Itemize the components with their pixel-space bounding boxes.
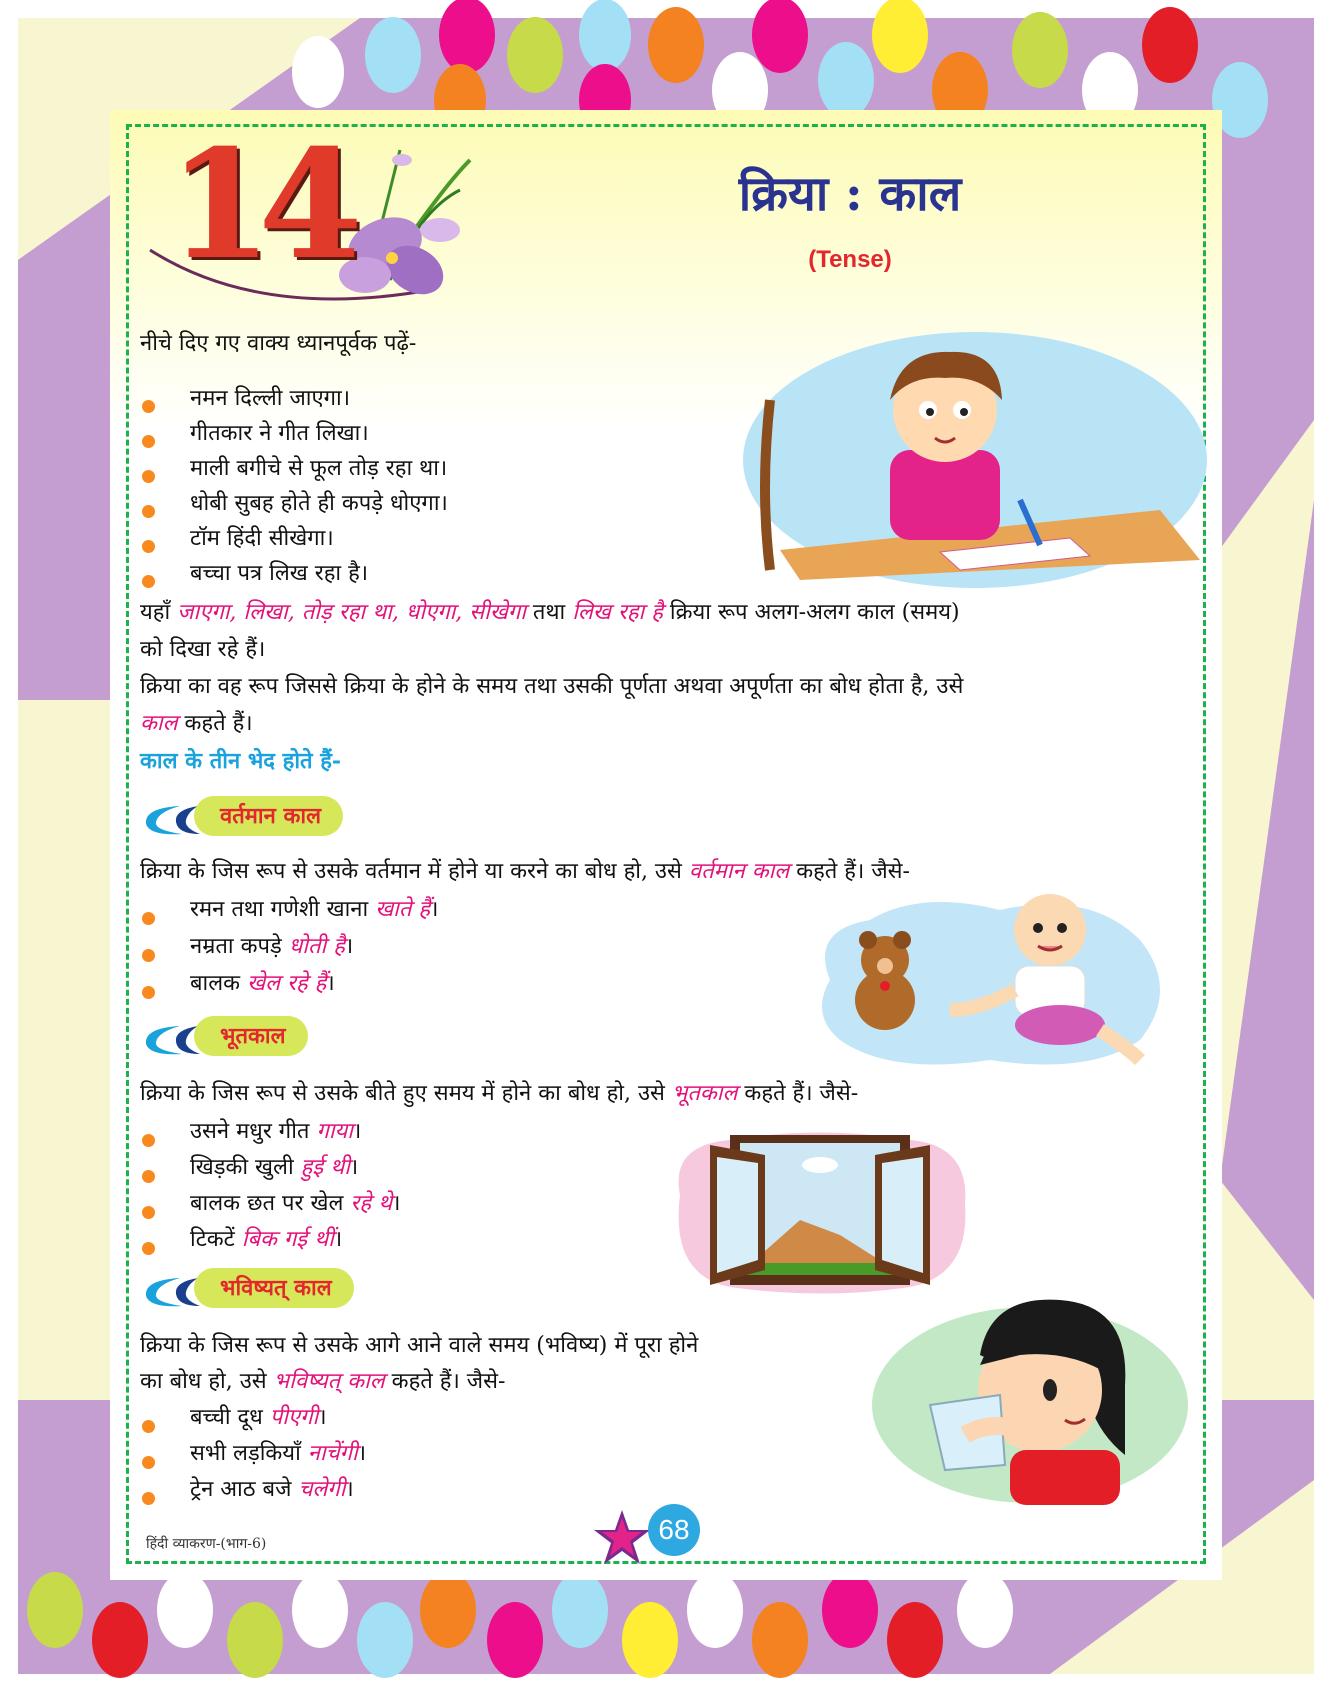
bullet-icon [142, 1420, 155, 1433]
highlight: काल [140, 711, 178, 736]
highlight: भविष्यत् काल [273, 1369, 385, 1394]
highlight: लिख रहा है [572, 600, 663, 625]
bullet-icon [142, 1492, 155, 1505]
girl-drinking-illustration [870, 1295, 1190, 1505]
bullet-icon [142, 1456, 155, 1469]
list-item: सभी लड़कियाँ नाचेंगी। [190, 1441, 367, 1466]
bullet-icon [142, 540, 155, 553]
present-definition: क्रिया के जिस रूप से उसके वर्तमान में होने या करने का बोध हो, उसे वर्तमान काल कहते हैं। जैसे- [140, 859, 910, 884]
highlight: वर्तमान काल [688, 859, 790, 884]
list-item: खिड़की खुली हुई थी। [190, 1155, 359, 1180]
paragraph-definition: क्रिया का वह रूप जिससे क्रिया के होने के समय तथा उसकी पूर्णता अथवा अपूर्णता का बोध होता है, उसे [140, 674, 964, 699]
book-title-footer: हिंदी व्याकरण-(भाग-6) [146, 1536, 267, 1552]
past-definition: क्रिया के जिस रूप से उसके बीते हुए समय में होने का बोध हो, उसे भूतकाल कहते हैं। जैसे- [140, 1081, 859, 1106]
open-window-illustration [670, 1125, 970, 1295]
page-number: 68 [648, 1504, 700, 1556]
future-definition-line2: का बोध हो, उसे भविष्यत् काल कहते हैं। जैसे- [140, 1369, 506, 1394]
bullet-icon [142, 912, 155, 925]
list-item: बच्चा पत्र लिख रहा है। [190, 561, 369, 586]
chapter-title: क्रिया : काल [738, 166, 962, 222]
chapter-number: 14 [168, 117, 349, 293]
list-item: बालक छत पर खेल रहे थे। [190, 1191, 401, 1216]
list-item: बालक खेल रहे हैं। [190, 971, 335, 996]
intro-lead: नीचे दिए गए वाक्य ध्यानपूर्वक पढ़ें- [140, 331, 417, 356]
bullet-icon [142, 435, 155, 448]
section-heading-future: भविष्यत् काल [194, 1268, 354, 1308]
highlight: जाएगा, लिखा, तोड़ रहा था, धोएगा, सीखेगा [177, 600, 526, 625]
section-heading-past: भूतकाल [194, 1016, 308, 1056]
chapter-subtitle: (Tense) [808, 246, 892, 273]
list-item: गीतकार ने गीत लिखा। [190, 421, 369, 446]
section-heading-present: वर्तमान काल [194, 796, 343, 836]
bullet-icon [142, 1206, 155, 1219]
star-icon [592, 1508, 652, 1568]
bullet-icon [142, 400, 155, 413]
bullet-icon [142, 1134, 155, 1147]
types-heading: काल के तीन भेद होते हैं- [140, 748, 342, 774]
bullet-icon [142, 505, 155, 518]
highlight: भूतकाल [671, 1081, 738, 1106]
bullet-icon [142, 949, 155, 962]
bullet-icon [142, 986, 155, 999]
bullet-icon [142, 575, 155, 588]
list-item: रमन तथा गणेशी खाना खाते हैं। [190, 897, 439, 922]
list-item: माली बगीचे से फूल तोड़ रहा था। [190, 456, 448, 481]
bullet-icon [142, 1170, 155, 1183]
bullet-icon [142, 470, 155, 483]
baby-teddy-illustration [810, 890, 1170, 1070]
list-item: टॉम हिंदी सीखेगा। [190, 526, 334, 551]
future-definition-line1: क्रिया के जिस रूप से उसके आगे आने वाले समय (भविष्य) में पूरा होने [140, 1333, 699, 1358]
list-item: धोबी सुबह होते ही कपड़े धोएगा। [190, 491, 448, 516]
list-item: नम्रता कपड़े धोती है। [190, 934, 354, 959]
paragraph-definition-end: काल कहते हैं। [140, 711, 253, 736]
paragraph-tense-forms-end: को दिखा रहे हैं। [140, 637, 266, 662]
list-item: ट्रेन आठ बजे चलेगी। [190, 1477, 354, 1502]
list-item: नमन दिल्ली जाएगा। [190, 386, 351, 411]
list-item: टिकटें बिक गई थीं। [190, 1227, 343, 1252]
list-item: उसने मधुर गीत गाया। [190, 1119, 362, 1144]
bullet-icon [142, 1242, 155, 1255]
paragraph-tense-forms: यहाँ जाएगा, लिखा, तोड़ रहा था, धोएगा, सीखेगा तथा लिख रहा है क्रिया रूप अलग-अलग काल (समय) [140, 600, 960, 625]
list-item: बच्ची दूध पीएगी। [190, 1405, 327, 1430]
boy-writing-illustration [740, 330, 1210, 590]
